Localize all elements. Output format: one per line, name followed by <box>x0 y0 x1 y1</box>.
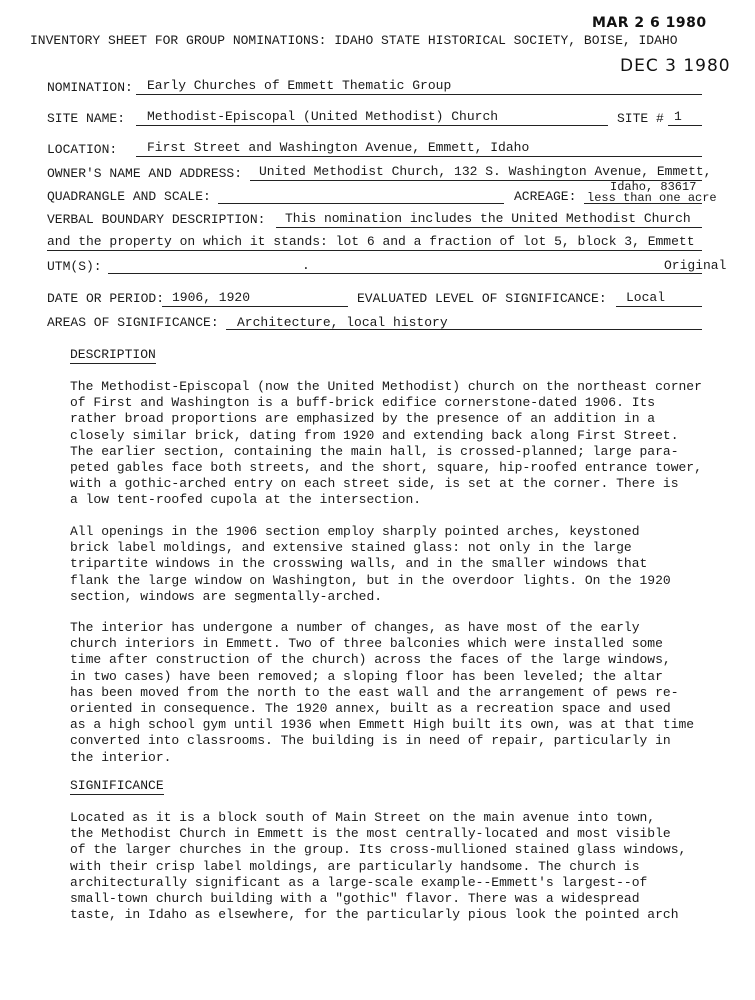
text-line: closely similar brick, dating from 1920 and extending back along First Street. <box>70 427 679 443</box>
text-line: the Methodist Church in Emmett is the most centrally-located and most visible <box>70 826 671 842</box>
text-line: flank the large window on Washington, but in the overdoor lights. On the 1920 <box>70 572 671 588</box>
areas-value: Architecture, local history <box>237 315 448 330</box>
owner-value-continued: Idaho, 83617 <box>610 180 697 194</box>
nomination-value: Early Churches of Emmett Thematic Group <box>147 78 452 93</box>
acreage-label: ACREAGE: <box>514 189 577 204</box>
text-line: small-town church building with a "gothic" flavor. There was a widespread <box>70 891 640 907</box>
text-line: All openings in the 1906 section employ sharply pointed arches, keystoned <box>70 524 640 539</box>
date-underline <box>162 306 348 307</box>
site-name-underline <box>136 125 608 126</box>
significance-level-underline <box>616 306 702 307</box>
description-heading: DESCRIPTION <box>70 347 156 362</box>
text-line: taste, in Idaho as elsewhere, for the particularly pious look the pointed arch <box>70 907 679 923</box>
text-line: with their crisp label moldings, are particularly handsome. The church is <box>70 858 640 874</box>
text-line: peted gables face both streets, and the short, square, hip-roofed entrance tower, <box>70 460 702 476</box>
utm-dot: . <box>302 258 310 273</box>
utm-underline <box>108 273 702 274</box>
text-line: brick label moldings, and extensive stained glass: not only in the large <box>70 540 632 556</box>
text-line: tripartite windows in the crosswing walls, and in the smaller windows that <box>70 556 648 572</box>
text-line: The Methodist-Episcopal (now the United Methodist) church on the northeast corner <box>70 379 702 394</box>
nomination-underline <box>136 94 702 95</box>
location-label: LOCATION: <box>47 142 118 157</box>
verbal-boundary-underline-2 <box>47 250 702 251</box>
location-value: First Street and Washington Avenue, Emmett, Idaho <box>147 140 530 155</box>
description-paragraph-2 <box>70 524 745 605</box>
dec-date-stamp: DEC 3 1980 <box>620 56 731 76</box>
verbal-boundary-value-1: This nomination includes the United Methodist Church <box>285 211 691 226</box>
significance-paragraph-1 <box>70 810 745 923</box>
text-line: a low tent-roofed cupola at the intersection. <box>70 492 422 508</box>
site-name-value: Methodist-Episcopal (United Methodist) Church <box>147 109 499 124</box>
text-line: has been moved from the north to the east wall and the arrangement of pews re- <box>70 684 679 700</box>
text-line: section, windows are segmentally-arched. <box>70 588 383 604</box>
utm-label: UTM(S): <box>47 259 102 274</box>
acreage-value: less than one acre <box>587 191 717 205</box>
owner-value: United Methodist Church, 132 S. Washington Avenue, Emmett, <box>259 164 712 179</box>
text-line: the interior. <box>70 749 172 765</box>
quadrangle-label: QUADRANGLE AND SCALE: <box>47 189 211 204</box>
site-number-value: 1 <box>674 109 682 124</box>
verbal-boundary-value-2: and the property on which it stands: lot 6 and a fraction of lot 5, block 3, Emmett <box>47 234 695 249</box>
verbal-boundary-underline-1 <box>276 227 702 228</box>
owner-label: OWNER'S NAME AND ADDRESS: <box>47 166 243 181</box>
text-line: with a gothic-arched entry on each street side, is set at the corner. There is <box>70 476 679 492</box>
text-line: as a high school gym until 1936 when Emmett High built its own, was at that time <box>70 717 695 733</box>
description-paragraph-3 <box>70 620 745 766</box>
site-name-label: SITE NAME: <box>47 111 126 126</box>
areas-label: AREAS OF SIGNIFICANCE: <box>47 315 219 330</box>
site-number-underline <box>668 125 702 126</box>
text-line: church interiors in Emmett. Two of three balconies which were installed some <box>70 636 663 652</box>
text-line: in two cases) have been removed; a sloping floor has been leveled; the altar <box>70 668 663 684</box>
significance-level-label: EVALUATED LEVEL OF SIGNIFICANCE: <box>357 291 607 306</box>
text-line: architecturally significant as a large-scale example--Emmett's largest--of <box>70 874 648 890</box>
text-line: of First and Washington is a buff-brick edifice cornerstone-dated 1906. Its <box>70 395 656 411</box>
utm-overflow-text: Original <box>664 258 727 273</box>
text-line: converted into classrooms. The building is in need of repair, particularly in <box>70 733 671 749</box>
text-line: The earlier section, containing the main hall, is crossed-planned; large para- <box>70 443 679 459</box>
site-number-label: SITE # <box>617 111 664 126</box>
date-value: 1906, 1920 <box>172 290 251 305</box>
text-line: of the larger churches in the group. Its cross-mullioned stained glass windows, <box>70 842 687 858</box>
text-line: time after construction of the church) across the faces of the large windows, <box>70 652 671 668</box>
date-label: DATE OR PERIOD: <box>47 291 165 306</box>
text-line: rather broad proportions are emphasized by the presence of an addition in a <box>70 411 656 427</box>
text-line: The interior has undergone a number of changes, as have most of the early <box>70 620 640 635</box>
description-paragraph-1 <box>70 379 745 509</box>
verbal-boundary-label: VERBAL BOUNDARY DESCRIPTION: <box>47 212 266 227</box>
text-line: oriented in consequence. The 1920 annex, built as a recreation space and used <box>70 701 671 717</box>
areas-underline <box>226 329 702 330</box>
text-line: Located as it is a block south of Main Street on the main avenue into town, <box>70 810 656 825</box>
quadrangle-underline <box>218 203 504 204</box>
significance-level-value: Local <box>626 290 666 305</box>
location-underline <box>136 156 702 157</box>
acreage-underline <box>584 203 702 204</box>
significance-heading: SIGNIFICANCE <box>70 778 164 793</box>
page-title: INVENTORY SHEET FOR GROUP NOMINATIONS: IDAHO STATE HISTORICAL SOCIETY, BOISE, IDAHO <box>30 33 678 48</box>
received-date-stamp: MAR 2 6 1980 <box>592 15 707 31</box>
nomination-label: NOMINATION: <box>47 80 133 95</box>
